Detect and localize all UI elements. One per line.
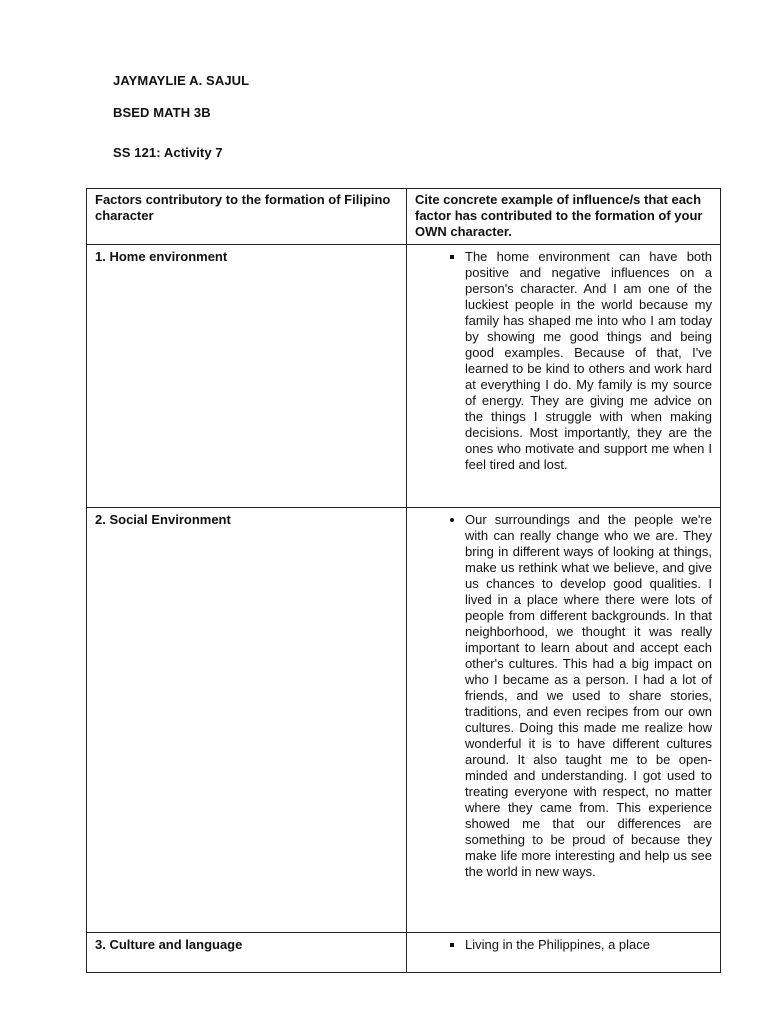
example-cell [407,933,721,973]
example-cell [407,245,721,508]
factor-cell [87,245,407,508]
course-section: BSED MATH 3B [113,105,211,120]
student-name: JAYMAYLIE A. SAJUL [113,73,250,88]
activity-title: SS 121: Activity 7 [113,145,223,160]
column-header-factors: Factors contributory to the formation of Filipino character [87,189,407,245]
example-list [415,512,712,880]
example-list [415,249,712,473]
table-row [87,245,721,508]
table-row [87,933,721,973]
example-text: • Our surroundings and the people we're with can really change who we are. They bring in different ways of looking at things, make us rethink what we believe, and give us chances to develop good qualities. I lived in a place where there were lots of people from different backgrounds. In that neighborhood, we thought it was really important to learn about and accept each other's cultures. This had a big impact on who I became as a person. I had a lot of friends, and we used to share stories, traditions, and even recipes from our own cultures. Doing this made me realize how wonderful it is to have different cultures around. It also taught me to be open- minded and understanding. I got used to treating everyone with respect, no matter where they came from. This experience showed me that our differences are something to be proud of because they make life more interesting and help us see the world in new ways. [465,512,712,880]
factor-label: 2. Social Environment [95,512,231,527]
example-list [415,937,712,953]
factor-cell [87,933,407,973]
factor-cell [87,508,407,933]
table-row [87,508,721,933]
example-text: ▪ Living in the Philippines, a place [465,937,712,953]
table-header-row [87,189,721,245]
factor-label: 3. Culture and language [95,937,243,952]
example-text: ▪ The home environment can have both positive and negative influences on a person's character. And I am one of the luckiest people in the world because my family has shaped me into who I am today by showing me good things and being good examples. Because of that, I've learned to be kind to others and work hard at everything I do. My family is my source of energy. They are giving me advice on the things I struggle with when making decisions. Most importantly, they are the ones who motivate and support me when I feel tired and lost. [465,249,712,473]
factor-label: 1. Home environment [95,249,228,264]
example-cell [407,508,721,933]
activity-table [86,188,721,973]
column-header-examples: Cite concrete example of influence/s that each factor has contributed to the formation of your OWN character. [407,189,721,245]
